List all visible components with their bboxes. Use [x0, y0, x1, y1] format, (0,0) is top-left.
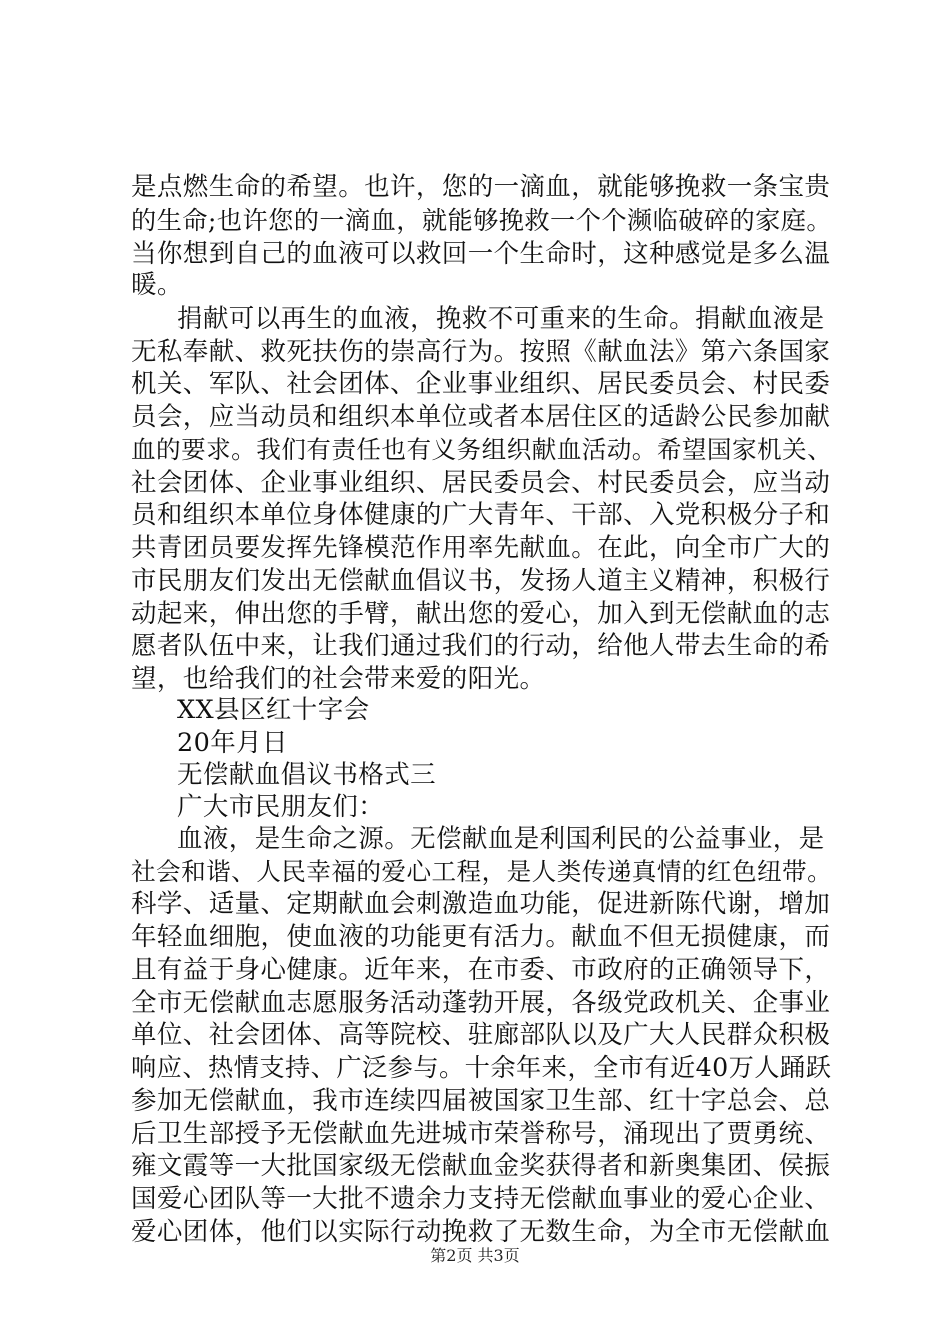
body-text-line: 国爱心团队等一大批不遗余力支持无偿献血事业的爱心企业、: [131, 1184, 831, 1214]
signature-organization: XX县区红十字会: [177, 695, 370, 725]
paragraph-start-line: 血液，是生命之源。无偿献血是利国利民的公益事业，是: [177, 824, 825, 854]
body-text-line: 参加无偿献血，我市连续四届被国家卫生部、红十字总会、总: [131, 1086, 831, 1116]
body-text-line: 血的要求。我们有责任也有义务组织献血活动。希望国家机关、: [131, 435, 833, 464]
page-number-footer: 第2页 共3页: [430, 1246, 520, 1265]
section-heading: 无偿献血倡议书格式三: [177, 760, 437, 790]
body-text-line: 望，也给我们的社会带来爱的阳光。: [131, 664, 546, 694]
body-text-line: 全市无偿献血志愿服务活动蓬勃开展，各级党政机关、企事业: [131, 988, 831, 1018]
body-text-line: 且有益于身心健康。近年来，在市委、市政府的正确领导下，: [131, 955, 831, 985]
body-text-line: 暖。: [131, 270, 183, 300]
signature-date: 20年月日: [177, 728, 288, 758]
body-text-line: 市民朋友们发出无偿献血倡议书，发扬人道主义精神，积极行: [131, 566, 831, 596]
body-text-line: 当你想到自己的血液可以救回一个生命时，这种感觉是多么温: [131, 239, 831, 269]
body-text-line: 社会和谐、人民幸福的爱心工程，是人类传递真情的红色纽带。: [131, 857, 833, 886]
body-text-line: 后卫生部授予无偿献血先进城市荣誉称号，涌现出了贾勇统、: [131, 1119, 831, 1149]
body-text-line: 单位、社会团体、高等院校、驻廊部队以及广大人民群众积极: [131, 1020, 831, 1050]
body-text-line: 是点燃生命的希望。也许，您的一滴血，就能够挽救一条宝贵: [131, 172, 831, 202]
body-text-line: 动起来，伸出您的手臂，献出您的爱心，加入到无偿献血的志: [131, 599, 831, 629]
paragraph-start-line: 捐献可以再生的血液，挽救不可重来的生命。捐献血液是: [177, 304, 825, 334]
salutation: 广大市民朋友们：: [177, 792, 385, 822]
body-text-line: 响应、热情支持、广泛参与。十余年来，全市有近40万人踊跃: [131, 1053, 832, 1082]
body-text-line: 机关、军队、社会团体、企业事业组织、居民委员会、村民委: [131, 369, 831, 399]
body-text-line: 科学、适量、定期献血会刺激造血功能，促进新陈代谢，增加: [131, 889, 831, 919]
body-text-line: 无私奉献、救死扶伤的崇高行为。按照《献血法》第六条国家: [131, 337, 831, 367]
body-text-line: 雍文霞等一大批国家级无偿献血金奖获得者和新奥集团、侯振: [131, 1151, 831, 1181]
body-text-line: 共青团员要发挥先锋模范作用率先献血。在此，向全市广大的: [131, 533, 831, 563]
body-text-line: 员会，应当动员和组织本单位或者本居住区的适龄公民参加献: [131, 402, 831, 432]
body-text-line: 社会团体、企业事业组织、居民委员会、村民委员会，应当动: [131, 468, 831, 498]
body-text-line: 的生命;也许您的一滴血，就能够挽救一个个濒临破碎的家庭。: [131, 206, 833, 235]
body-text-line: 愿者队伍中来，让我们通过我们的行动，给他人带去生命的希: [131, 631, 831, 661]
body-text-line: 员和组织本单位身体健康的广大青年、干部、入党积极分子和: [131, 500, 831, 530]
body-text-line: 爱心团体，他们以实际行动挽救了无数生命，为全市无偿献血: [131, 1217, 831, 1247]
body-text-line: 年轻血细胞，使血液的功能更有活力。献血不但无损健康，而: [131, 922, 831, 952]
